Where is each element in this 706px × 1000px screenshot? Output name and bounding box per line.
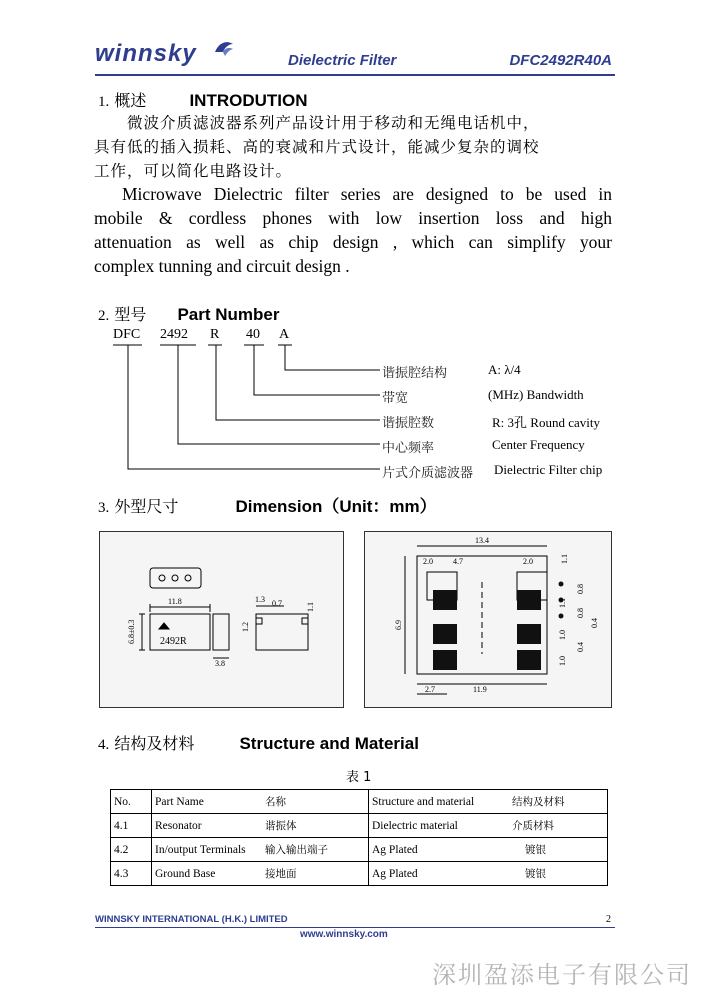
intro-cn-line: 工作，可以简化电路设计。 bbox=[94, 162, 293, 180]
pn-row-cn: 谐振腔结构 bbox=[382, 366, 448, 381]
table-header-cell: Structure and material bbox=[369, 790, 510, 814]
bird-icon bbox=[213, 38, 235, 58]
section-title-en: Part Number bbox=[177, 305, 280, 324]
dim-label: 4.7 bbox=[453, 557, 463, 566]
table-cell: Resonator bbox=[152, 814, 263, 838]
chip-outline-drawing bbox=[100, 532, 343, 707]
dim-label: 0.8 bbox=[576, 584, 585, 594]
section-3-heading bbox=[98, 492, 437, 517]
table-row bbox=[111, 814, 608, 838]
watermark: 深圳盈添电子有限公司 bbox=[432, 961, 692, 989]
section-title-cn: 结构及材料 bbox=[114, 734, 195, 753]
pn-row-cn: 带宽 bbox=[382, 391, 409, 406]
pn-row-cn: 谐振腔数 bbox=[382, 416, 435, 431]
section-title-en: Structure and Material bbox=[239, 734, 419, 753]
table-cell: 接地面 bbox=[262, 862, 369, 886]
intro-cn-line: 具有低的插入损耗、高的衰减和片式设计，能减少复杂的调校 bbox=[94, 138, 540, 156]
section-number: 1. bbox=[98, 94, 110, 110]
pn-row-en: Center Frequency bbox=[492, 437, 585, 452]
footprint-drawing-outline bbox=[364, 531, 612, 708]
section-title-en: Dimension（Unit：mm） bbox=[235, 497, 437, 516]
dim-label: 11.8 bbox=[168, 597, 182, 606]
section-title-cn: 型号 bbox=[114, 305, 147, 324]
table-cell: In/output Terminals bbox=[152, 838, 263, 862]
dim-label: 2.0 bbox=[423, 557, 433, 566]
header-divider bbox=[95, 74, 615, 76]
header-part-number: DFC2492R40A bbox=[509, 52, 612, 69]
pn-row-en: A: λ/4 bbox=[488, 362, 521, 377]
table-header-cell: No. bbox=[111, 790, 152, 814]
section-2-heading bbox=[98, 302, 279, 325]
footer-url[interactable]: www.winnsky.com bbox=[300, 929, 388, 940]
table-header-cell: 结构及材料 bbox=[509, 790, 608, 814]
section-title-cn: 概述 bbox=[114, 91, 147, 110]
table-header-row bbox=[111, 790, 608, 814]
table-row bbox=[111, 838, 608, 862]
dim-label: 0.4 bbox=[590, 618, 599, 628]
pn-segment: 2492 bbox=[160, 327, 188, 342]
footer-divider bbox=[95, 927, 615, 928]
table-cell: 谐振体 bbox=[262, 814, 369, 838]
pn-row-cn: 中心频率 bbox=[382, 441, 435, 456]
dim-label: 2.0 bbox=[523, 557, 533, 566]
section-4-heading bbox=[98, 731, 419, 754]
table-cell: Ag Plated bbox=[369, 862, 510, 886]
table-caption: 表 1 bbox=[346, 770, 372, 785]
pn-row-en: (MHz) Bandwidth bbox=[488, 387, 584, 402]
chip-label: 2492R bbox=[160, 636, 187, 647]
intro-cn-line: 微波介质滤波器系列产品设计用于移动和无绳电话机中， bbox=[94, 114, 540, 132]
table-header-cell: Part Name bbox=[152, 790, 263, 814]
dim-label: 0.8 bbox=[576, 608, 585, 618]
dim-label: 1.2 bbox=[241, 622, 250, 632]
company-logo bbox=[95, 40, 197, 68]
pn-row-en: Dielectric Filter chip bbox=[494, 462, 603, 477]
pn-row-en: R: 3孔 Round cavity bbox=[492, 415, 600, 430]
page-number: 2 bbox=[606, 914, 611, 925]
table-cell: Dielectric material bbox=[369, 814, 510, 838]
section-number: 3. bbox=[98, 500, 110, 516]
header-title: Dielectric Filter bbox=[288, 52, 397, 69]
dim-label: 3.8 bbox=[215, 659, 225, 668]
pn-segment: DFC bbox=[113, 327, 141, 342]
dim-label: 13.4 bbox=[475, 536, 489, 545]
dim-label: 1.3 bbox=[255, 595, 265, 604]
table-cell: 4.1 bbox=[111, 814, 152, 838]
footer-company: WINNSKY INTERNATIONAL (H.K.) LIMITED bbox=[95, 914, 288, 925]
dimension-drawing-outline bbox=[99, 531, 344, 708]
dim-label: 1.1 bbox=[560, 554, 569, 564]
pn-row-cn: 片式介质滤波器 bbox=[382, 466, 474, 481]
dim-label: 6.9 bbox=[394, 620, 403, 630]
pn-segment: R bbox=[210, 327, 220, 342]
table-cell: 4.2 bbox=[111, 838, 152, 862]
part-number-leader-lines bbox=[100, 340, 400, 480]
dim-label: 0.4 bbox=[576, 642, 585, 652]
section-number: 4. bbox=[98, 737, 110, 753]
intro-en-line: Microwave Dielectric filter series are designed to be used in bbox=[122, 184, 612, 204]
section-1-heading bbox=[98, 88, 308, 111]
pn-segment: 40 bbox=[246, 327, 260, 342]
table-cell: 4.3 bbox=[111, 862, 152, 886]
dim-label: 6.8±0.3 bbox=[127, 619, 136, 644]
table-row bbox=[111, 862, 608, 886]
section-number: 2. bbox=[98, 308, 110, 324]
table-header-cell: 名称 bbox=[262, 790, 369, 814]
table-cell: 输入输出端子 bbox=[262, 838, 369, 862]
dim-label: 1.0 bbox=[558, 656, 567, 666]
intro-cn bbox=[94, 111, 612, 183]
logo-text: winnsky bbox=[95, 40, 197, 67]
table-cell: 镀银 bbox=[509, 862, 608, 886]
footprint-drawing bbox=[365, 532, 611, 707]
pn-segment: A bbox=[279, 327, 290, 342]
dim-label: 1.0 bbox=[558, 630, 567, 640]
table-cell: Ground Base bbox=[152, 862, 263, 886]
dim-label: 11.9 bbox=[473, 685, 487, 694]
table-cell: 介质材料 bbox=[509, 814, 608, 838]
dim-label: 2.7 bbox=[425, 685, 435, 694]
dim-label: 1.1 bbox=[558, 598, 567, 608]
dim-label: 0.7 bbox=[272, 599, 282, 608]
intro-en-line: complex tunning and circuit design . bbox=[94, 256, 350, 276]
materials-table bbox=[110, 789, 608, 886]
section-title-en: INTRODUTION bbox=[189, 91, 308, 110]
intro-en-line: attenuation as well as chip design , which can simplify your bbox=[94, 232, 612, 252]
table-cell: 镀银 bbox=[509, 838, 608, 862]
dim-label: 1.1 bbox=[306, 602, 315, 612]
table-cell: Ag Plated bbox=[369, 838, 510, 862]
section-title-cn: 外型尺寸 bbox=[114, 497, 179, 516]
intro-en-line: mobile & cordless phones with low insertion loss and high bbox=[94, 208, 612, 228]
